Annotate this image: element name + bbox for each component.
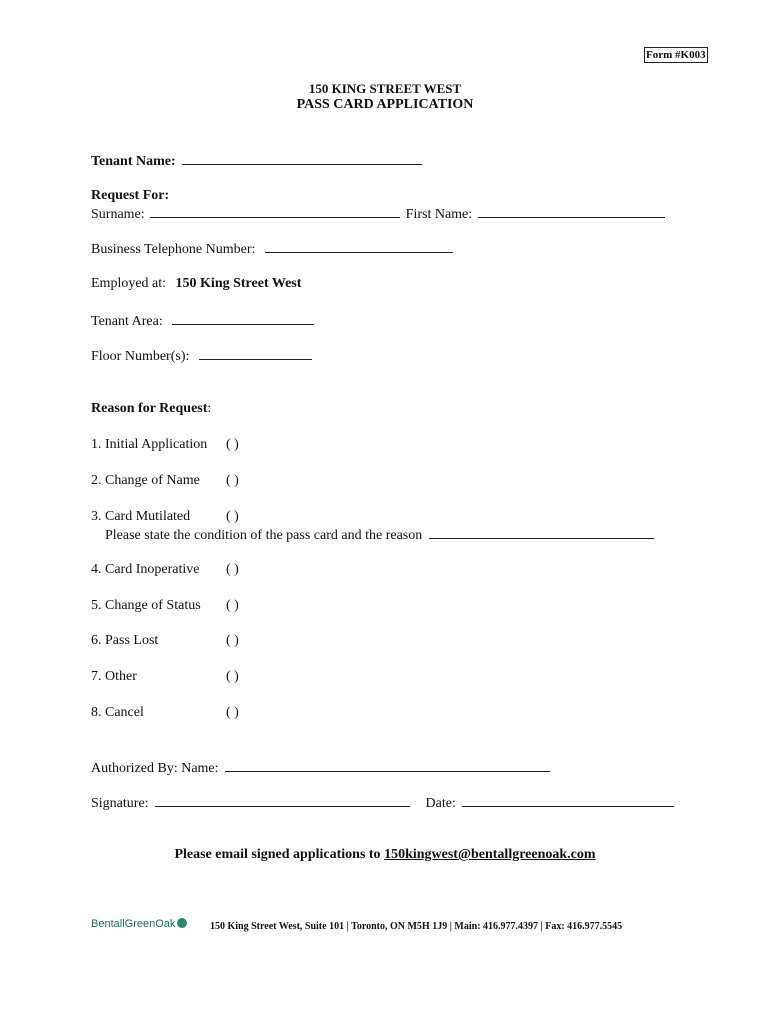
tenant-name-row [91,152,422,170]
tenant-name-label: Tenant Name: [91,154,176,169]
first-name-field[interactable] [478,205,665,218]
reason-label: 5. Change of Status [91,598,201,613]
reason-heading: Reason for Request [91,401,208,416]
employed-at-row [91,276,301,292]
form-number: Form #K003 [646,49,706,61]
email-instructions-text: Please email signed applications to [174,847,381,862]
reason-item-other[interactable] [91,669,291,685]
authorized-by-label: Authorized By: Name: [91,761,219,776]
email-link[interactable]: 150kingwest@bentallgreenoak.com [384,847,596,862]
reason-label: 4. Card Inoperative [91,562,200,577]
floor-numbers-field[interactable] [199,347,312,360]
page-title: PASS CARD APPLICATION [296,97,474,112]
business-phone-label: Business Telephone Number: [91,242,256,257]
tenant-name-field[interactable] [182,152,422,165]
reason-item-initial[interactable] [91,437,291,453]
date-label: Date: [425,796,456,811]
reason-item-inoperative[interactable] [91,562,291,578]
reason-checkbox[interactable]: ( ) [226,705,239,720]
date-field[interactable] [462,794,674,807]
surname-field[interactable] [150,205,400,218]
authorized-by-row [91,759,550,777]
footer-contact: 150 King Street West, Suite 101 | Toronto, ON M5H 1J9 | Main: 416.977.4397 | Fax: 416.977.5545 [210,921,623,932]
reason-label: 3. Card Mutilated [91,509,191,524]
reason-item-mutilated[interactable] [91,509,291,525]
reason-item-change-status[interactable] [91,598,291,614]
business-phone-field[interactable] [265,240,453,253]
surname-row [91,205,665,223]
reason-heading-row [91,401,211,417]
reason-item-change-name[interactable] [91,473,291,489]
request-for-label: Request For: [91,188,170,203]
tenant-area-field[interactable] [172,312,314,325]
employed-at-label: Employed at: [91,276,167,291]
reason-label: 1. Initial Application [91,437,208,452]
building-address: 150 KING STREET WEST [308,81,462,96]
tenant-area-row [91,312,314,330]
reason-checkbox[interactable]: ( ) [226,633,239,648]
first-name-label: First Name: [405,207,473,222]
reason-checkbox[interactable]: ( ) [226,509,239,524]
floor-numbers-row [91,347,312,365]
email-instructions [0,847,770,863]
reason-label: 7. Other [91,669,137,684]
reason-label: 8. Cancel [91,705,144,720]
reason-checkbox[interactable]: ( ) [226,473,239,488]
mutilated-reason-field[interactable] [429,526,654,539]
surname-label: Surname: [91,207,145,222]
signature-field[interactable] [155,794,410,807]
floor-numbers-label: Floor Number(s): [91,349,190,364]
logo-text: BentallGreenOak [91,918,176,930]
tenant-area-label: Tenant Area: [91,314,163,329]
reason-checkbox[interactable]: ( ) [226,562,239,577]
reason-checkbox[interactable]: ( ) [226,598,239,613]
signature-label: Signature: [91,796,149,811]
signature-row [91,794,674,812]
reason-checkbox[interactable]: ( ) [226,669,239,684]
reason-item-pass-lost[interactable] [91,633,291,649]
mutilated-note: Please state the condition of the pass card and the reason [105,528,423,543]
reason-label: 6. Pass Lost [91,633,159,648]
employed-at-value: 150 King Street West [175,276,302,291]
mutilated-note-row [105,526,654,544]
logo-mark-icon [177,918,187,928]
reason-item-cancel[interactable] [91,705,291,721]
reason-checkbox[interactable]: ( ) [226,437,239,452]
authorized-by-name-field[interactable] [225,759,550,772]
company-logo [91,918,187,930]
reason-label: 2. Change of Name [91,473,200,488]
reason-heading-colon: : [207,401,212,416]
business-phone-row [91,240,453,258]
